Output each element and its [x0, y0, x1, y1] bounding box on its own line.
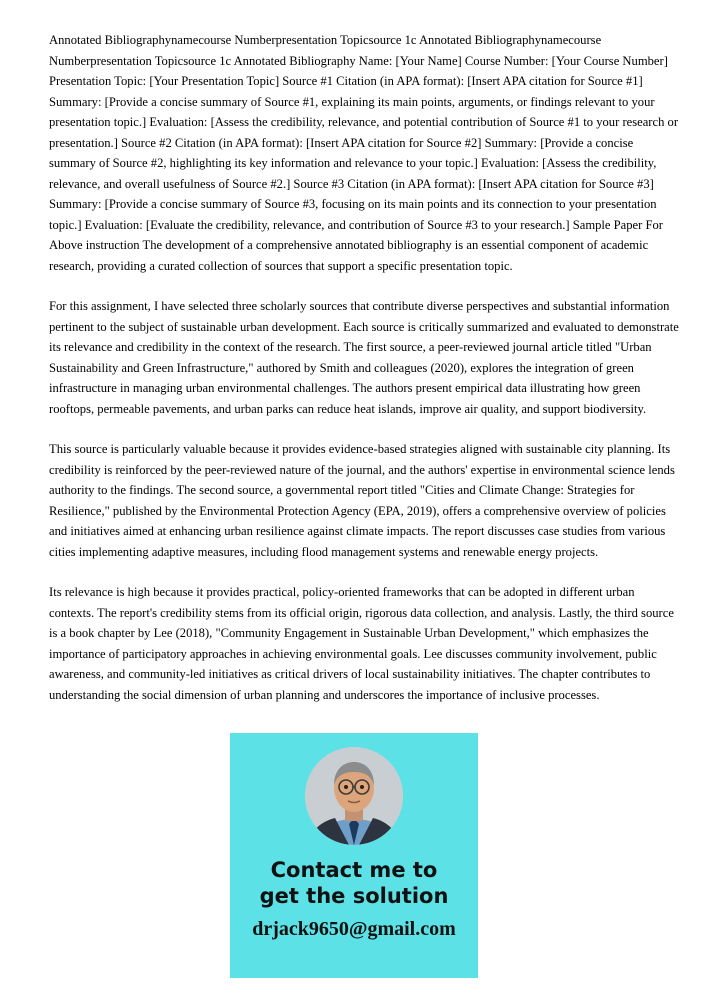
avatar	[305, 747, 403, 845]
contact-overlay-card	[230, 733, 478, 978]
paragraph: This source is particularly valuable because it provides evidence-based strategies aligned with sustainable city planning. Its credibility is reinforced by the peer-reviewed nature of the journal, and the authors' expertise in environmental science lends authority to the findings. The second source, a governmental report titled "Cities and Climate Change: Strategies for Resilience," published by the Environmental Protection Agency (EPA, 2019), offers a comprehensive overview of policies and initiatives aimed at enhancing urban resilience against climate impacts. The report discusses case studies from various cities implementing adaptive measures, including flood management systems and renewable energy projects.	[49, 442, 679, 559]
paragraph: Annotated Bibliographynamecourse Numberpresentation Topicsource 1c Annotated Bibliographynamecourse Numberpresentation Topicsource 1c Annotated Bibliography Name: [Your Name] Course Number: [Your Course Number] Presentation Topic: [Your Presentation Topic] Source #1 Citation (in APA format): [Insert APA citation for Source #1] Summary: [Provide a concise summary of Source #1, explaining its main points, arguments, or findings relevant to your presentation topic.] Evaluation: [Assess the credibility, relevance, and potential contribution of Source #1 to your research or presentation.] Source #2 Citation (in APA format): [Insert APA citation for Source #2] Summary: [Provide a concise summary of Source #2, highlighting its key information and relevance to your topic.] Evaluation: [Assess the credibility, relevance, and overall usefulness of Source #2.] Source #3 Citation (in APA format): [Insert APA citation for Source #3] Summary: [Provide a concise summary of Source #3, focusing on its main points and its connection to your presentation topic.] Evaluation: [Evaluate the credibility, relevance, and contribution of Source #3 to your research.] Sample Paper For Above instruction The development of a comprehensive annotated bibliography is an essential component of academic research, providing a curated collection of sources that support a specific presentation topic.	[49, 33, 682, 273]
overlay-headline-line2: get the solution	[259, 884, 449, 908]
paragraph: For this assignment, I have selected three scholarly sources that contribute diverse perspectives and substantial information pertinent to the subject of sustainable urban development. Each source is critically summarized and evaluated to demonstrate its relevance and credibility in the context of the research. The first source, a peer-reviewed journal article titled "Urban Sustainability and Green Infrastructure," authored by Smith and colleagues (2020), explores the integration of green infrastructure in managing urban environmental challenges. The authors present empirical data illustrating how green rooftops, permeable pavements, and urban parks can reduce heat islands, improve air quality, and support biodiversity.	[49, 299, 682, 416]
contact-email[interactable]: drjack9650@gmail.com	[252, 918, 456, 940]
paragraph: Its relevance is high because it provides practical, policy-oriented frameworks that can be adopted in different urban contexts. The report's credibility stems from its official origin, rigorous data collection, and analysis. Lastly, the third source is a book chapter by Lee (2018), "Community Engagement in Sustainable Urban Development," which emphasizes the importance of participatory approaches in achieving environmental goals. Lee discusses community involvement, public awareness, and community-led initiatives as critical drivers of local sustainability initiatives. The chapter contributes to understanding the social dimension of urban planning and underscores the importance of inclusive processes.	[49, 585, 678, 702]
overlay-headline	[260, 857, 449, 909]
portrait-photo-icon	[305, 747, 403, 845]
document-body	[49, 30, 682, 705]
overlay-headline-line1: Contact me to	[270, 858, 438, 882]
